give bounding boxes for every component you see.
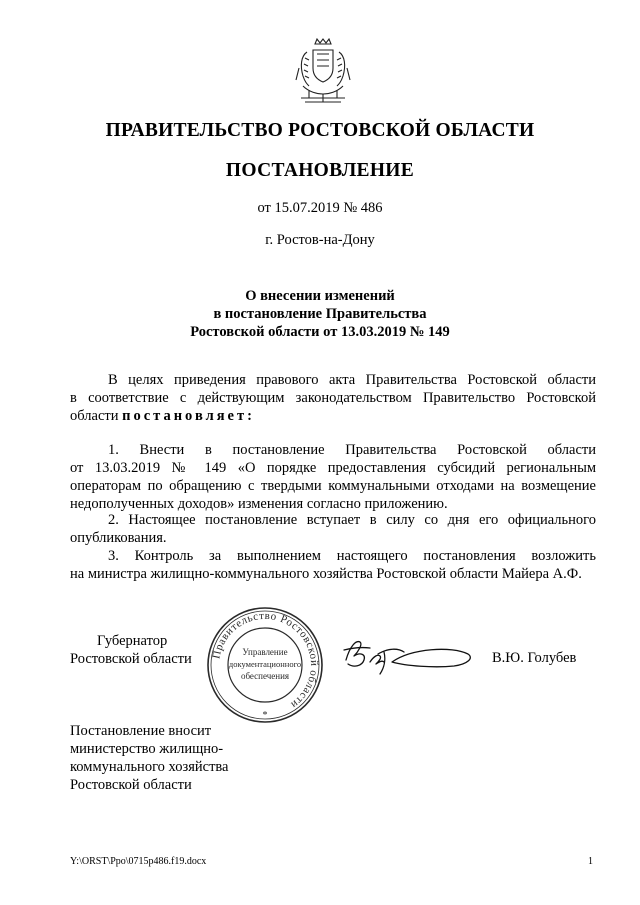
paragraph-line: недополученных доходов» изменения согласно приложению. — [70, 496, 448, 512]
paragraph-line: 2. Настоящее постановление вступает в силу со дня его официального — [108, 512, 596, 528]
decree-word: постановляет: — [122, 408, 255, 424]
seal-inner-text: Управление — [242, 647, 288, 657]
handwritten-signature — [340, 632, 480, 680]
signer-name: В.Ю. Голубев — [492, 650, 577, 666]
signer-position-line: Губернатор — [97, 633, 168, 649]
government-title: ПРАВИТЕЛЬСТВО РОСТОВСКОЙ ОБЛАСТИ — [105, 120, 535, 141]
note-line: коммунального хозяйства — [70, 759, 229, 775]
document-subject — [0, 287, 640, 341]
subject-line: О внесении изменений — [245, 288, 395, 304]
signer-position-line: Ростовской области — [70, 651, 192, 667]
paragraph-line: опубликования. — [70, 530, 167, 546]
item-2-paragraph — [70, 511, 596, 547]
page-number: 1 — [588, 856, 593, 867]
seal-star-icon: * — [262, 710, 268, 721]
preamble-paragraph — [70, 371, 596, 425]
paragraph-text: области — [70, 408, 119, 424]
note-line: Постановление вносит — [70, 723, 212, 739]
coat-of-arms-icon — [293, 38, 353, 106]
document-city: г. Ростов-на-Дону — [265, 232, 375, 248]
paragraph-line: 3. Контроль за выполнением настоящего постановления возложить — [108, 548, 596, 564]
subject-line: в постановление Правительства — [213, 306, 427, 322]
paragraph-line: на министра жилищно-коммунального хозяйства Ростовской области Майера А.Ф. — [70, 566, 582, 582]
note-line: Ростовской области — [70, 777, 192, 793]
item-3-paragraph — [70, 547, 596, 583]
paragraph-line — [70, 407, 596, 425]
paragraph-line: от 13.03.2019 № 149 «О порядке предоставления субсидий региональным — [70, 460, 596, 476]
item-1-paragraph — [70, 441, 596, 513]
paragraph-line: 1. Внести в постановление Правительства Ростовской области — [108, 442, 596, 458]
document-type: ПОСТАНОВЛЕНИЕ — [225, 160, 415, 181]
file-path: Y:\ORST\Ppo\0715p486.f19.docx — [70, 856, 207, 867]
official-seal — [205, 605, 325, 725]
submission-note — [70, 722, 229, 794]
paragraph-line: В целях приведения правового акта Правительства Ростовской области — [108, 372, 596, 388]
signer-position — [70, 632, 192, 668]
paragraph-line: в соответствие с действующим законодательством Правительство Ростовской — [70, 390, 596, 406]
seal-inner-text: обеспечения — [240, 671, 290, 681]
seal-outer-text: Правительство Ростовской области — [210, 609, 321, 712]
paragraph-line: операторам по обращению с твердыми коммунальными отходами на возмещение — [70, 478, 596, 494]
seal-inner-text: документационного — [228, 659, 302, 669]
subject-line: Ростовской области от 13.03.2019 № 149 — [190, 324, 450, 340]
note-line: министерство жилищно- — [70, 741, 224, 757]
document-date-number: от 15.07.2019 № 486 — [257, 200, 383, 216]
